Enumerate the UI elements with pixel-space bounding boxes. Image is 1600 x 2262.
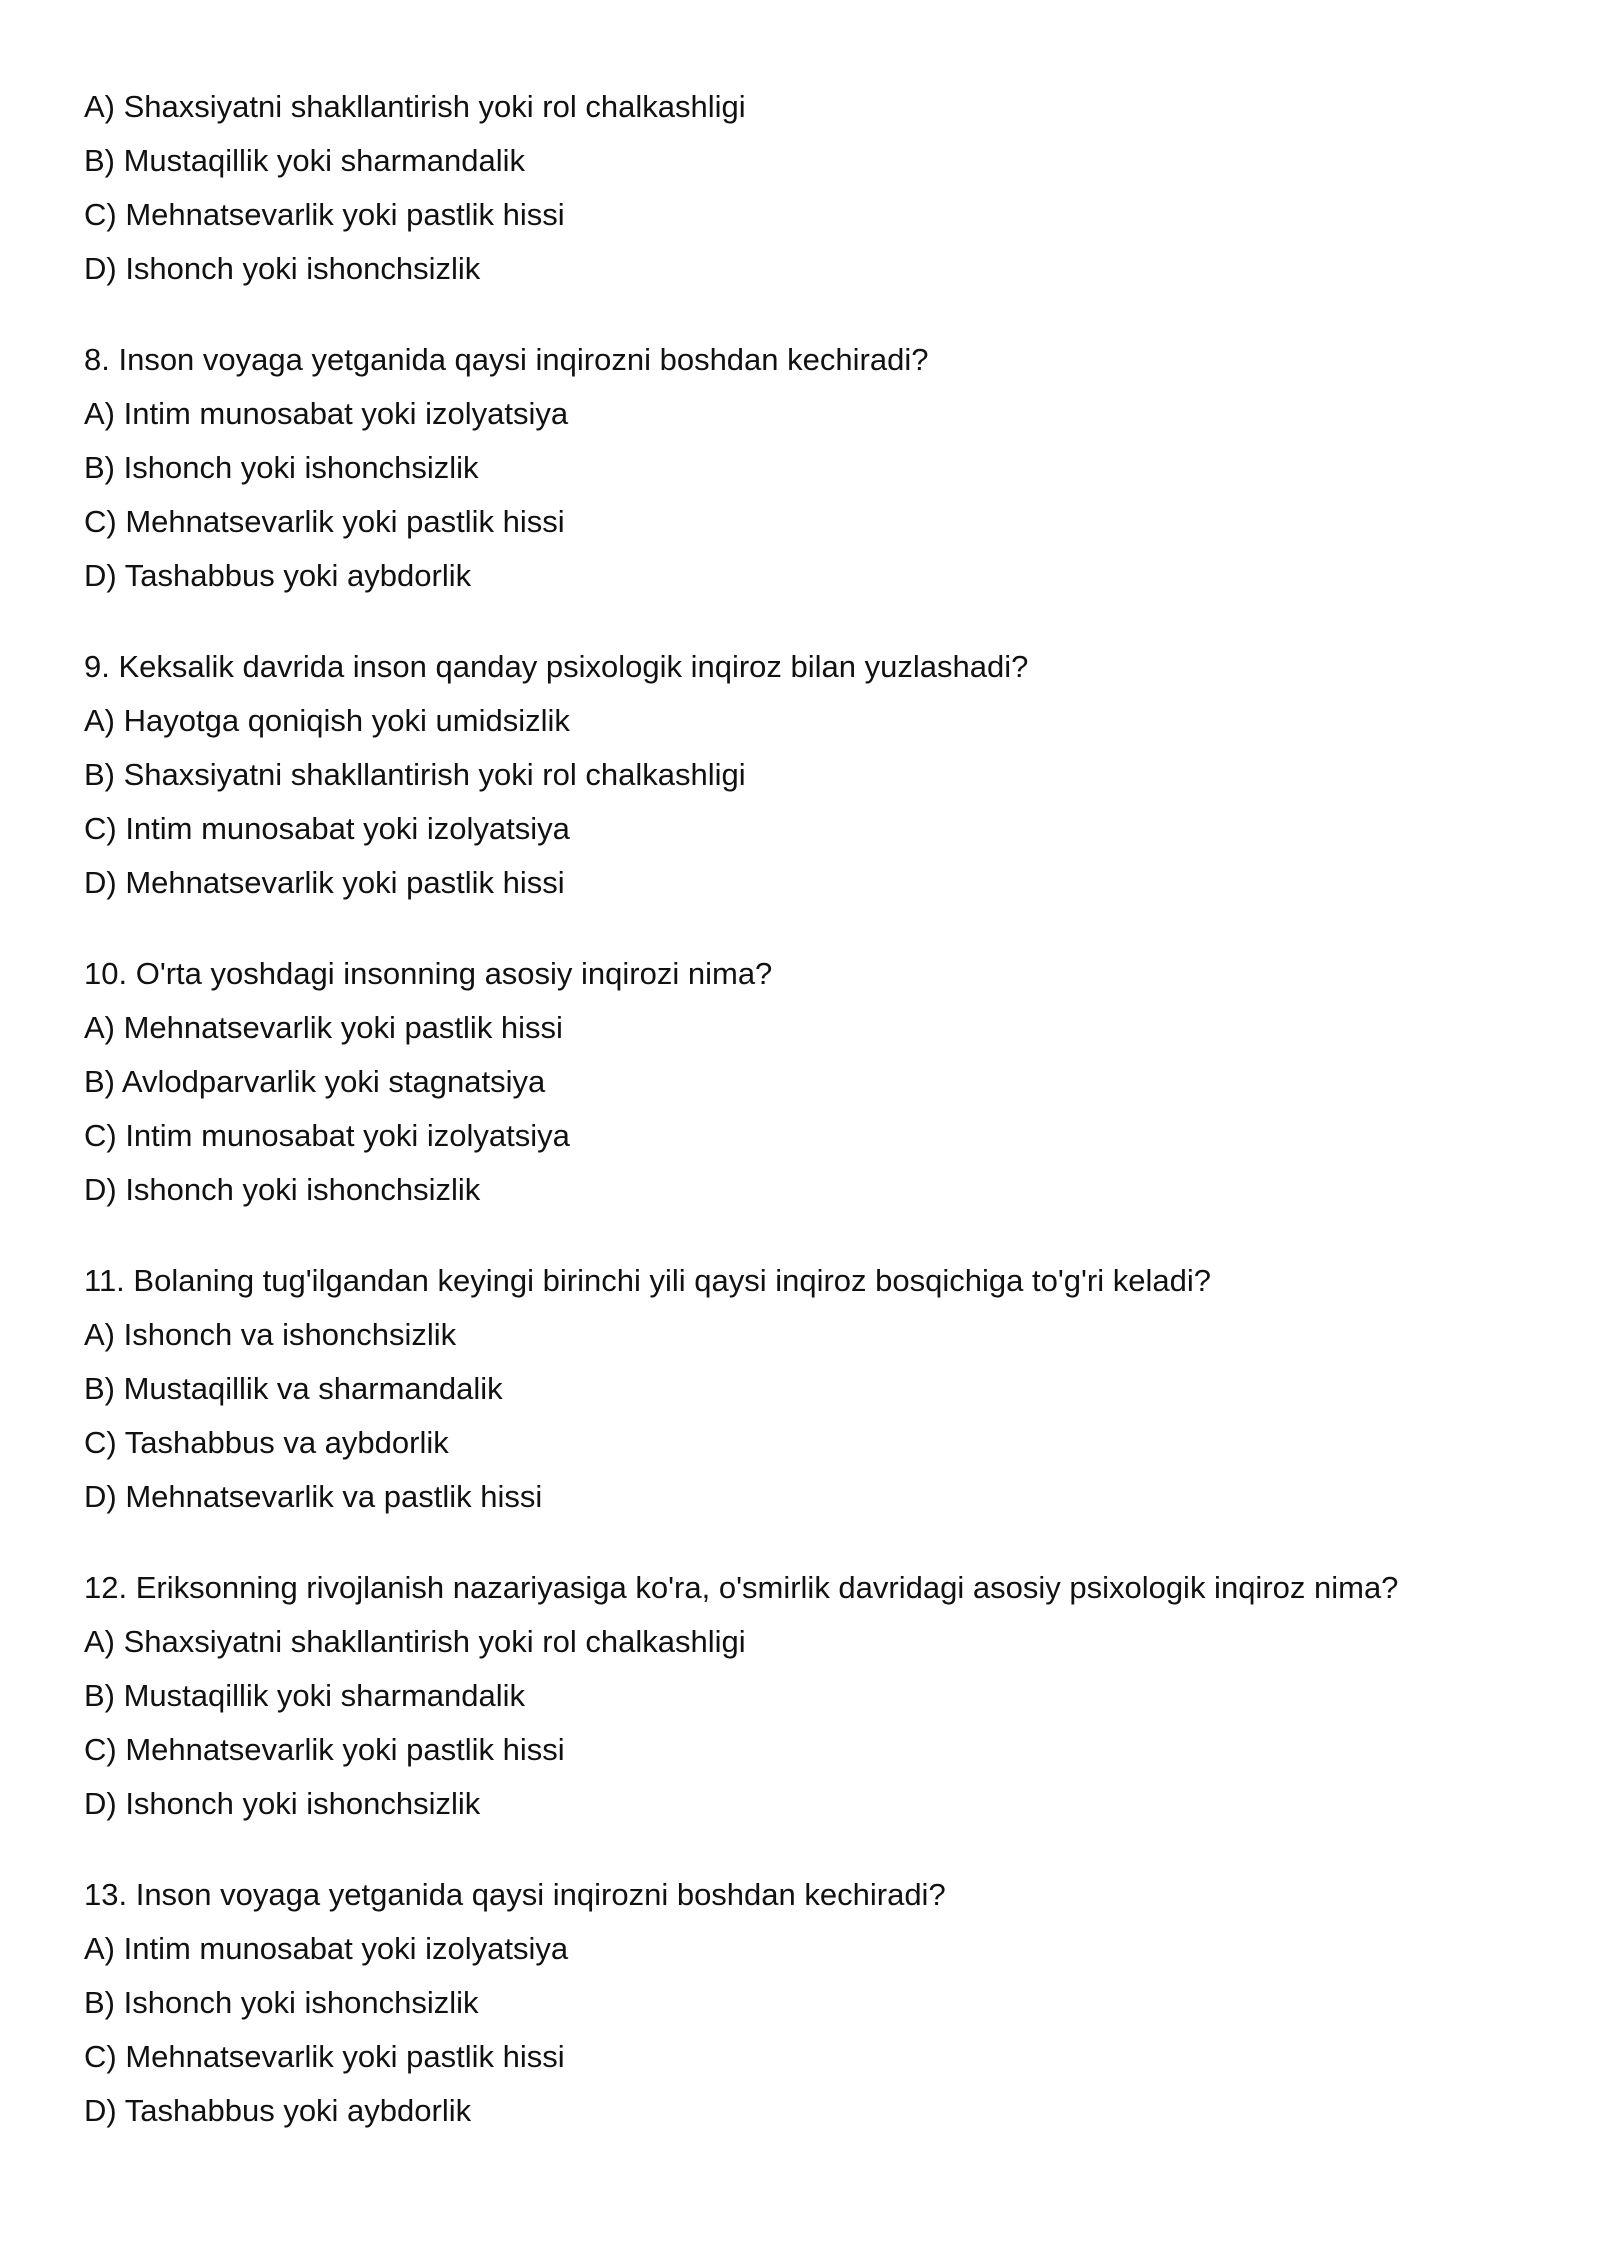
continued-question-options [84,80,1544,296]
question-text: 11. Bolaning tug'ilgandan keyingi birinchi yili qaysi inqiroz bosqichiga to'g'ri keladi? [84,1263,1211,1298]
option-c: C) Intim munosabat yoki izolyatsiya [84,811,570,846]
option-a: A) Intim munosabat yoki izolyatsiya [84,1931,569,1966]
option-c: C) Tashabbus va aybdorlik [84,1425,449,1460]
question-11 [84,1254,1544,1524]
option-b: B) Shaxsiyatni shakllantirish yoki rol chalkashligi [84,757,746,792]
question-text: 9. Keksalik davrida inson qanday psixologik inqiroz bilan yuzlashadi? [84,649,1029,684]
question-12 [84,1561,1544,1831]
option-d: D) Mehnatsevarlik yoki pastlik hissi [84,865,565,900]
option-a: A) Hayotga qoniqish yoki umidsizlik [84,703,570,738]
option-d: D) Ishonch yoki ishonchsizlik [84,1786,481,1821]
option-d: D) Mehnatsevarlik va pastlik hissi [84,1479,543,1514]
question-text: 8. Inson voyaga yetganida qaysi inqirozni boshdan kechiradi? [84,342,929,377]
option-c: C) Intim munosabat yoki izolyatsiya [84,1118,570,1153]
option-b: B) Ishonch yoki ishonchsizlik [84,1985,479,2020]
option-d: D) Ishonch yoki ishonchsizlik [84,251,481,286]
option-c: C) Mehnatsevarlik yoki pastlik hissi [84,2039,565,2074]
option-b: B) Ishonch yoki ishonchsizlik [84,450,479,485]
question-9 [84,640,1544,910]
option-d: D) Tashabbus yoki aybdorlik [84,558,472,593]
option-c: C) Mehnatsevarlik yoki pastlik hissi [84,504,565,539]
question-10 [84,947,1544,1217]
option-d: D) Tashabbus yoki aybdorlik [84,2093,472,2128]
quiz-page [84,80,1544,2175]
option-c: C) Mehnatsevarlik yoki pastlik hissi [84,1732,565,1767]
option-b: B) Mustaqillik va sharmandalik [84,1371,503,1406]
option-a: A) Ishonch va ishonchsizlik [84,1317,457,1352]
question-text: 13. Inson voyaga yetganida qaysi inqirozni boshdan kechiradi? [84,1877,946,1912]
option-b: B) Avlodparvarlik yoki stagnatsiya [84,1064,546,1099]
question-text: 10. O'rta yoshdagi insonning asosiy inqirozi nima? [84,956,773,991]
option-d: D) Ishonch yoki ishonchsizlik [84,1172,481,1207]
option-c: C) Mehnatsevarlik yoki pastlik hissi [84,197,565,232]
option-a: A) Shaxsiyatni shakllantirish yoki rol chalkashligi [84,1624,746,1659]
option-a: A) Mehnatsevarlik yoki pastlik hissi [84,1010,563,1045]
option-a: A) Intim munosabat yoki izolyatsiya [84,396,569,431]
question-8 [84,333,1544,603]
option-b: B) Mustaqillik yoki sharmandalik [84,143,526,178]
question-text: 12. Eriksonning rivojlanish nazariyasiga ko'ra, o'smirlik davridagi asosiy psixologik inqiroz nima? [84,1570,1399,1605]
question-13 [84,1868,1544,2138]
option-b: B) Mustaqillik yoki sharmandalik [84,1678,526,1713]
option-a: A) Shaxsiyatni shakllantirish yoki rol chalkashligi [84,89,746,124]
